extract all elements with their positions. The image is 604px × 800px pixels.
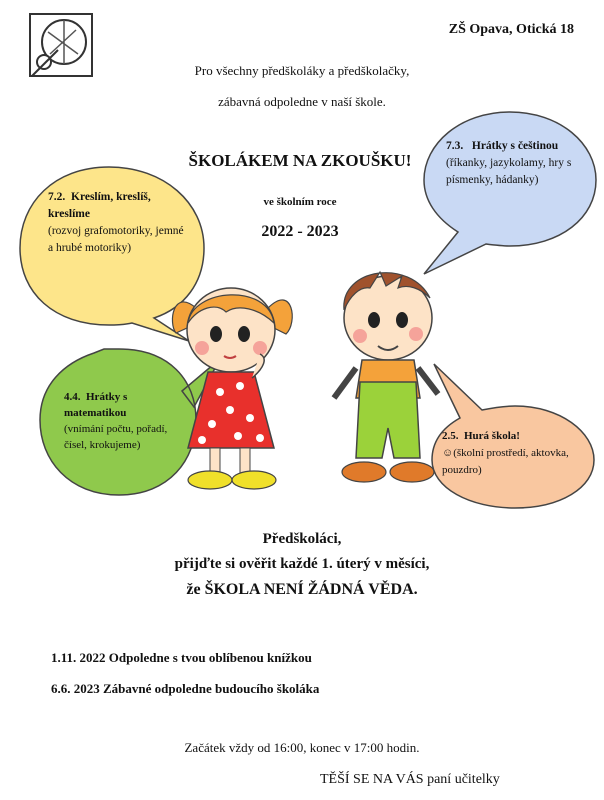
bubble-date: 7.3. <box>446 140 464 152</box>
message-line-2: přijďte si ověřit každé 1. úterý v měsíci, <box>174 556 430 572</box>
bubble-desc: (vnímání počtu, pořadí, čísel, krokujeme) <box>64 423 168 451</box>
bubble-date: 4.4. <box>64 391 81 403</box>
school-name: ZŠ Opava, Otická 18 <box>448 22 574 37</box>
event-item: 1.11. 2022 Odpoledne s tvou oblíbenou knížkou <box>51 650 312 665</box>
bubble-date: 2.5. <box>442 430 459 442</box>
bubble-title: Kreslím, kreslíš, kreslíme <box>48 191 151 220</box>
bubble-drawing <box>410 108 600 278</box>
event-item: 6.6. 2023 Zábavné odpoledne budoucího školáka <box>51 681 320 696</box>
time-info: Začátek vždy od 16:00, konec v 17:00 hodin. <box>184 740 420 755</box>
bubble-title: Hrátky s matematikou <box>64 391 128 419</box>
bubble-title: Hrátky s češtinou <box>471 140 559 152</box>
intro-line-2: zábavná odpoledne v naší škole. <box>218 94 386 109</box>
school-year: 2022 - 2023 <box>261 223 339 240</box>
message-line-3: že ŠKOLA NENÍ ŽÁDNÁ VĚDA. <box>186 581 418 598</box>
closing-line: TĚŠÍ SE NA VÁS paní učitelky <box>320 772 500 787</box>
bubble-date: 7.2. <box>48 191 66 203</box>
bubble-title: Hurá škola! <box>464 430 520 442</box>
bubble-desc: (říkanky, jazykolamy, hry s písmenky, hádanky) <box>446 157 572 186</box>
boy-illustration <box>320 258 450 498</box>
bubble-desc: ☺(školní prostředí, aktovka, pouzdro) <box>442 447 569 476</box>
intro-line-1: Pro všechny předškoláky a předškolačky, <box>194 63 410 78</box>
bubble-desc: (rozvoj grafomotoriky, jemné a hrubé motoriky) <box>48 225 184 254</box>
school-year-label: ve školním roce <box>263 196 337 208</box>
page-title: ŠKOLÁKEM NA ZKOUŠKU! <box>188 151 412 170</box>
message-line-1: Předškoláci, <box>262 531 342 547</box>
girl-illustration <box>168 268 298 493</box>
